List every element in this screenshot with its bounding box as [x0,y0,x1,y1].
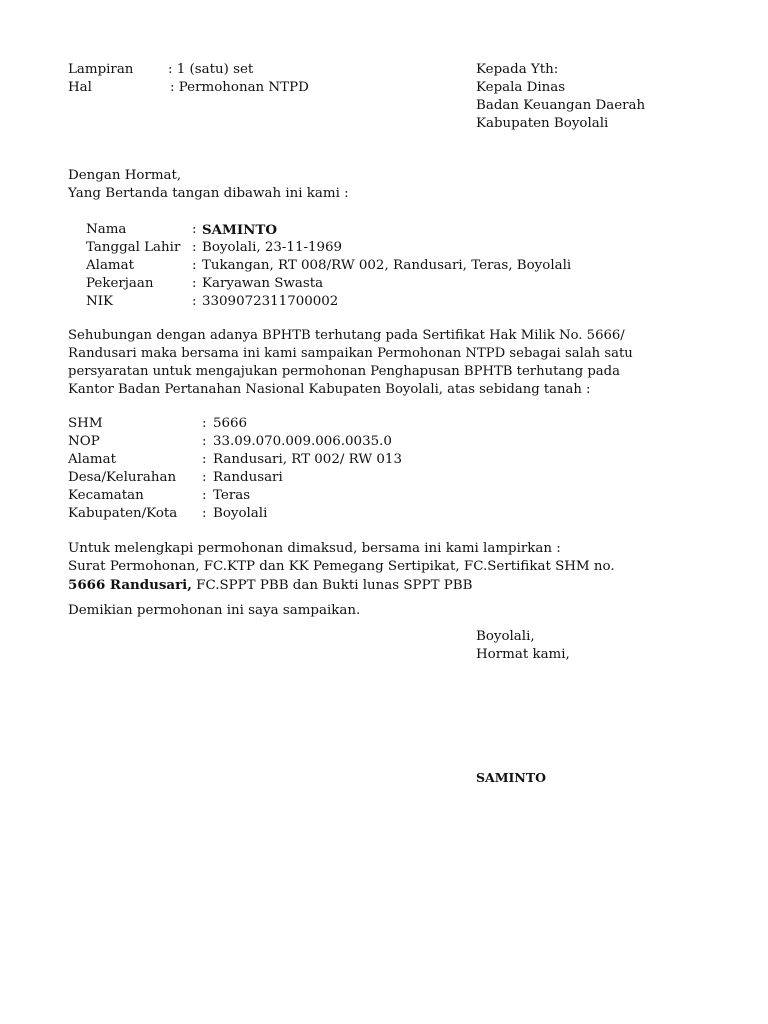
colon: : [202,470,207,485]
hal-value: : Permohonan NTPD [170,80,309,95]
paragraph-line: persyaratan untuk mengajukan permohonan Penghapusan BPHTB terhutang pada [68,364,620,379]
colon: : [202,434,207,449]
applicant-label: Alamat [86,258,134,273]
colon: : [192,276,197,291]
land-label: Kabupaten/Kota [68,506,178,521]
land-label: Kecamatan [68,488,144,503]
attachment-rest: FC.SPPT PBB dan Bukti lunas SPPT PBB [191,578,473,593]
hal-label: Hal [68,80,92,95]
colon: : [192,294,197,309]
paragraph-line [68,576,472,594]
paragraph-line: Sehubungan dengan adanya BPHTB terhutang pada Sertifikat Hak Milik No. 5666/ [68,328,625,343]
land-value: Randusari [213,470,283,485]
certificate-ref: 5666 Randusari, [68,577,192,593]
land-label: Alamat [68,452,116,467]
land-label: Desa/Kelurahan [68,470,177,485]
land-value: 33.09.070.009.006.0035.0 [213,434,392,449]
colon: : [192,222,197,237]
colon: : [192,258,197,273]
applicant-value: Karyawan Swasta [202,276,324,291]
land-label: NOP [68,434,100,449]
colon: : [202,506,207,521]
greeting-line: Yang Bertanda tangan dibawah ini kami : [68,186,349,201]
paragraph-line: Untuk melengkapi permohonan dimaksud, bersama ini kami lampirkan : [68,541,561,556]
applicant-label: Tanggal Lahir [86,240,181,255]
land-value: Randusari, RT 002/ RW 013 [213,452,402,467]
land-value: 5666 [213,416,248,431]
colon: : [202,416,207,431]
paragraph-line: Surat Permohonan, FC.KTP dan KK Pemegang Sertipikat, FC.Sertifikat SHM no. [68,559,615,574]
paragraph-line: Kantor Badan Pertanahan Nasional Kabupaten Boyolali, atas sebidang tanah : [68,382,591,397]
signature-name: SAMINTO [476,770,547,785]
lampiran-value: : 1 (satu) set [168,62,254,77]
colon: : [202,488,207,503]
recipient-line: Badan Keuangan Daerah [476,98,646,113]
colon: : [202,452,207,467]
applicant-name: SAMINTO [202,222,278,238]
colon: : [192,240,197,255]
applicant-value: Boyolali, 23-11-1969 [202,240,343,255]
applicant-label: NIK [86,294,114,309]
paragraph-line: Randusari maka bersama ini kami sampaikan Permohonan NTPD sebagai salah satu [68,346,633,361]
greeting-line: Dengan Hormat, [68,168,182,183]
recipient-line: Kabupaten Boyolali [476,116,609,131]
signature-regards: Hormat kami, [476,647,570,662]
lampiran-label: Lampiran [68,62,134,77]
land-label: SHM [68,416,103,431]
applicant-value: 3309072311700002 [202,294,339,309]
applicant-label: Pekerjaan [86,276,154,291]
recipient-line: Kepada Yth: [476,62,559,77]
land-value: Boyolali [213,506,268,521]
applicant-label: Nama [86,222,127,237]
closing-line: Demikian permohonan ini saya sampaikan. [68,603,361,618]
recipient-line: Kepala Dinas [476,80,566,95]
signature-place: Boyolali, [476,629,535,644]
applicant-value: Tukangan, RT 008/RW 002, Randusari, Teras, Boyolali [202,258,572,273]
land-value: Teras [213,488,251,503]
